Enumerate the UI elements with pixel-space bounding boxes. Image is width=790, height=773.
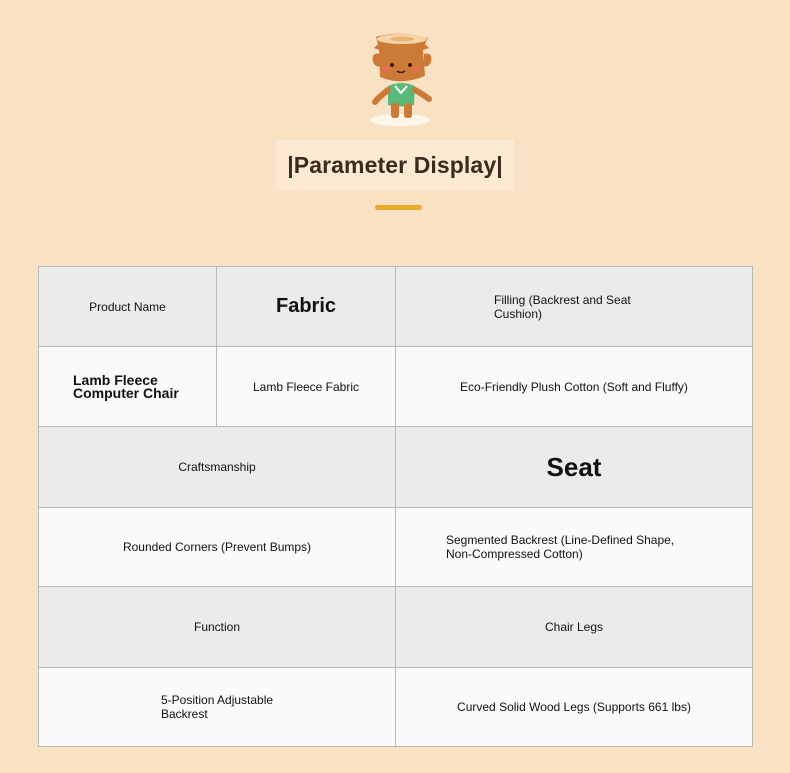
table-cell [396, 267, 753, 347]
table-cell [396, 347, 753, 427]
fabric-value: Lamb Fleece Fabric [252, 379, 360, 394]
table-cell [39, 427, 396, 508]
chair-legs-value: Curved Solid Wood Legs (Supports 661 lbs) [457, 700, 691, 714]
table-cell [396, 587, 753, 668]
table-cell [39, 508, 396, 587]
table-row [39, 668, 753, 747]
product-name-label: Product Name [89, 299, 166, 314]
table-cell [39, 267, 217, 347]
table-cell [39, 587, 396, 668]
function-label: Function [193, 620, 241, 634]
fabric-label: Fabric [275, 295, 337, 317]
table-cell [396, 508, 753, 587]
table-row [39, 587, 753, 668]
craftsmanship-label: Craftsmanship [178, 460, 256, 474]
parameter-table [38, 266, 753, 747]
table-cell [39, 668, 396, 747]
function-value: 5-Position Adjustable Backrest [161, 693, 274, 721]
table-row [39, 267, 753, 347]
table-cell [396, 668, 753, 747]
filling-label: Filling (Backrest and Seat Cushion) [494, 292, 631, 321]
chair-legs-label: Chair Legs [544, 620, 604, 634]
table-cell [39, 347, 217, 427]
product-name-value: Lamb Fleece Computer Chair [73, 371, 179, 401]
table-cell [396, 427, 753, 508]
table-cell [217, 267, 396, 347]
tree-stump-mascot-icon [366, 32, 436, 128]
filling-value: Eco-Friendly Plush Cotton (Soft and Fluffy) [460, 379, 688, 394]
page-title: |Parameter Display| [287, 151, 503, 178]
table-row [39, 427, 753, 508]
table-row [39, 508, 753, 587]
table-row [39, 347, 753, 427]
page-title-container [276, 140, 514, 190]
title-underline [375, 205, 422, 210]
seat-label: Seat [546, 451, 602, 482]
seat-value: Segmented Backrest (Line-Defined Shape, Non-Compressed Cotton) [446, 533, 675, 561]
craftsmanship-value: Rounded Corners (Prevent Bumps) [122, 540, 312, 554]
table-cell [217, 347, 396, 427]
